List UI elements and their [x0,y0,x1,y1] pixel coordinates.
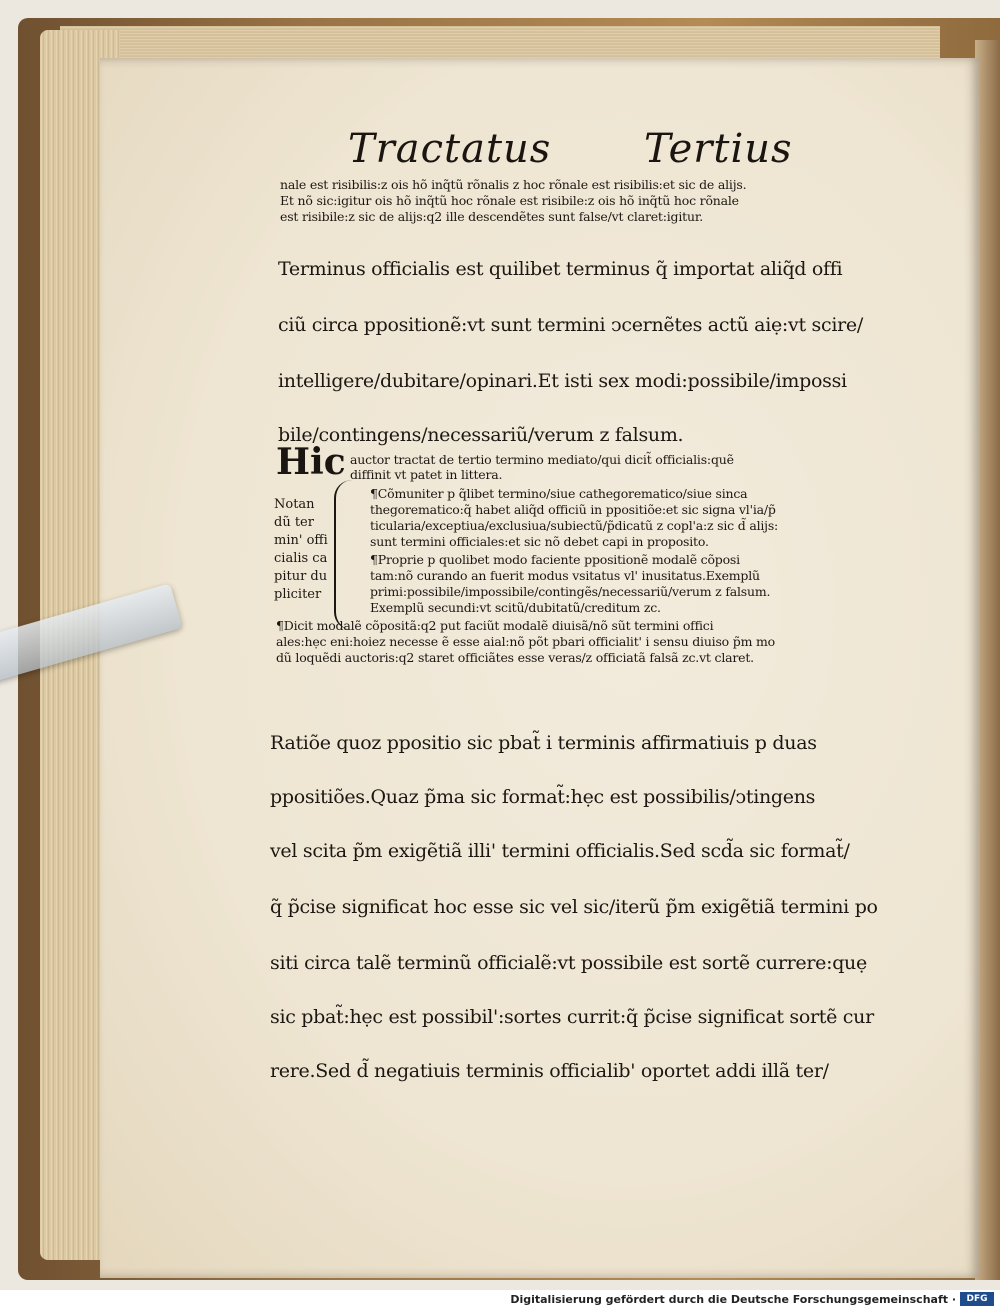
page-top-edge [60,26,940,60]
text-line: siti circa talẽ terminũ officialẽ:vt possibile est sortẽ currere:quẹ [270,952,867,974]
text-line: Et nõ sic:igitur ois hõ inq̃tũ hoc rõnale est risibile:z ois hõ inq̃tũ hoc rõnale [280,193,739,208]
dfg-logo: DFG [960,1292,994,1306]
text-line: rere.Sed d̃ negatiuis terminis officialib' oportet addi illã ter/ [270,1060,829,1082]
brace-mark [334,480,360,630]
text-line: auctor tractat de tertio termino mediato/qui dicit̃ officialis:quẽ [350,452,734,467]
text-line: est risibile:z sic de alijs:q2 ille descendẽtes sunt false/vt claret:igitur. [280,209,704,224]
side-note-line: cialis ca [274,551,328,566]
text-line: vel scita p̃m exigẽtiã illi' termini officialis.Sed scd̃a sic format̃/ [270,840,850,862]
heading-right: Tertius [644,126,793,172]
text-line: ¶Proprie p quolibet modo faciente ppositionẽ modalẽ cõposi [370,552,740,567]
text-line: ciũ circa ppositionẽ:vt sunt termini ↄcernẽtes actũ aiẹ:vt scire/ [278,314,863,336]
side-note-line: pliciter [274,587,322,602]
side-note-line: pitur du [274,569,328,584]
text-line: Exemplũ secundi:vt scitũ/dubitatũ/creditum zc. [370,600,661,615]
text-line: ales:hẹc eni:hoiez necesse ẽ esse aial:nõ põt pbari officialit' i sensu diuiso p̃m mo [276,634,775,649]
text-line: bile/contingens/necessariũ/verum z falsum. [278,424,684,446]
text-line: sunt termini officiales:et sic nõ debet capi in proposito. [370,534,709,549]
side-note-line: Notan [274,497,315,512]
text-line: q̃ p̃cise significat hoc esse sic vel sic/iterũ p̃m exigẽtiã termini po [270,896,878,918]
text-line: dũ loquẽdi auctoris:q2 staret officiãtes esse veras/z officiatã falsã zc.vt claret. [276,650,754,665]
initial-capital: Hic [276,441,346,483]
text-line: Ratiõe quoz ppositio sic pbat̃ i terminis affirmatiuis p duas [270,732,817,754]
text-line: intelligere/dubitare/opinari.Et isti sex modi:possibile/impossi [278,370,847,392]
text-line: sic pbat̃:hẹc est possibil':sortes currit:q̃ p̃cise significat sortẽ cur [270,1006,874,1028]
text-line: ¶Dicit modalẽ cõpositã:q2 put faciũt modalẽ diuisã/nõ sũt termini offici [276,618,714,633]
text-line: tam:nõ curando an fuerit modus vsitatus vl' inusitatus.Exemplũ [370,568,760,583]
scan-credit: Digitalisierung gefördert durch die Deutsche Forschungsgemeinschaft · [510,1293,956,1306]
book-page [100,58,980,1278]
text-line: thegorematico:q̃ habet aliq̃d officiũ in ppositiõe:et sic signa vl'ia/p̃ [370,502,776,517]
text-line: ¶Cõmuniter p q̃libet termino/siue cathegorematico/siue sinca [370,486,748,501]
heading-left: Tractatus [348,126,552,172]
text-line: primi:possibile/impossibile/contingẽs/necessariũ/verum z falsum. [370,584,771,599]
side-note-line: dũ ter [274,515,314,530]
text-line: ticularia/exceptiua/exclusiua/subiectũ/p̃dicatũ z copl'a:z sic d̃ alijs: [370,518,779,533]
text-line: ppositiões.Quaz p̃ma sic format̃:hẹc est possibilis/ↄtingens [270,786,816,808]
text-line: nale est risibilis:z ois hõ inq̃tũ rõnalis z hoc rõnale est risibilis:et sic de alijs. [280,177,747,192]
side-note-line: min' offi [274,533,328,548]
text-line: Terminus officialis est quilibet terminus q̃ importat aliq̃d offi [278,258,843,280]
text-line: diffinit vt patet in littera. [350,467,503,482]
side-note [274,496,328,604]
